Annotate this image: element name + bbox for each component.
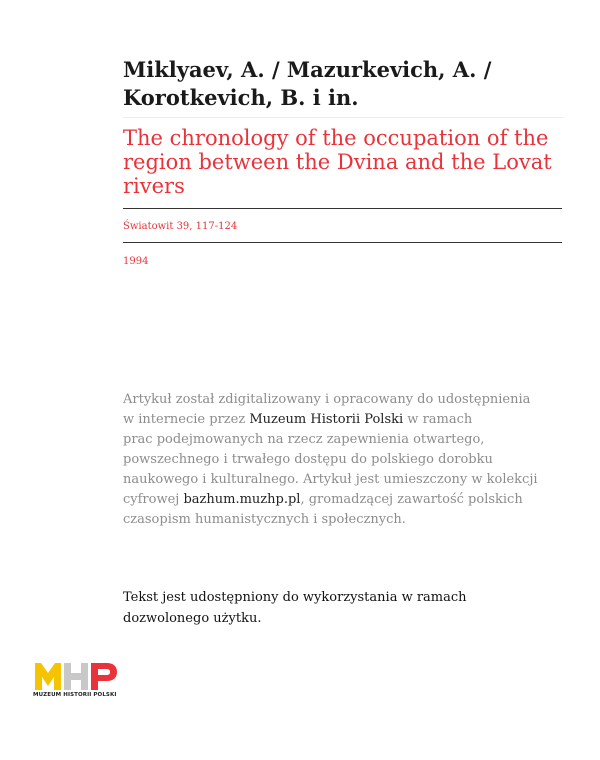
logo-caption: MUZEUM HISTORII POLSKI: [33, 692, 117, 698]
authors-line-1: Miklyaev, A. / Mazurkevich, A. /: [123, 57, 492, 82]
note-line-7: czasopism humanistycznych i społecznych.: [123, 512, 406, 527]
museum-logo-icon: [33, 660, 133, 706]
rights-line-2: dozwolonego użytku.: [123, 611, 262, 626]
logo-letter-h: [64, 663, 88, 690]
note-line-5: naukowego i kulturalnego. Artykuł jest umieszczony w kolekcji: [123, 472, 538, 487]
source-citation: Światowit 39, 117-124: [123, 221, 238, 232]
note-line-6: cyfrowej bazhum.muzhp.pl, gromadzącej zawartość polskich: [123, 492, 523, 507]
rights-line-1: Tekst jest udostępniony do wykorzystania w ramach: [123, 590, 467, 605]
usage-rights-note: [123, 587, 563, 629]
note-line-1: Artykuł został zdigitalizowany i opracowany do udostępnienia: [123, 392, 531, 407]
divider-top: [123, 208, 562, 209]
publication-year: 1994: [123, 256, 149, 267]
authors-line-2: Korotkevich, B. i in.: [123, 85, 359, 110]
note-line-2: w internecie przez Muzeum Historii Polski w ramach: [123, 412, 473, 427]
logo-letter-p: [91, 663, 117, 690]
title-line-1: The chronology of the occupation of the: [123, 126, 549, 150]
article-title: [123, 126, 568, 198]
note-line-4: powszechnego i trwałego dostępu do polskiego dorobku: [123, 452, 493, 467]
bazhum-link[interactable]: bazhum.muzhp.pl: [183, 492, 301, 507]
logo-letter-m: [35, 663, 61, 690]
title-line-2: region between the Dvina and the Lovat: [123, 150, 552, 174]
note-line-3: prac podejmowanych na rzecz zapewnienia otwartego,: [123, 432, 485, 447]
authors-heading: [123, 56, 563, 112]
divider-bottom: [123, 242, 562, 243]
museum-link[interactable]: Muzeum Historii Polski: [249, 412, 404, 427]
faint-divider: [123, 117, 563, 118]
title-line-3: rivers: [123, 174, 185, 198]
digitization-note: [123, 390, 583, 530]
